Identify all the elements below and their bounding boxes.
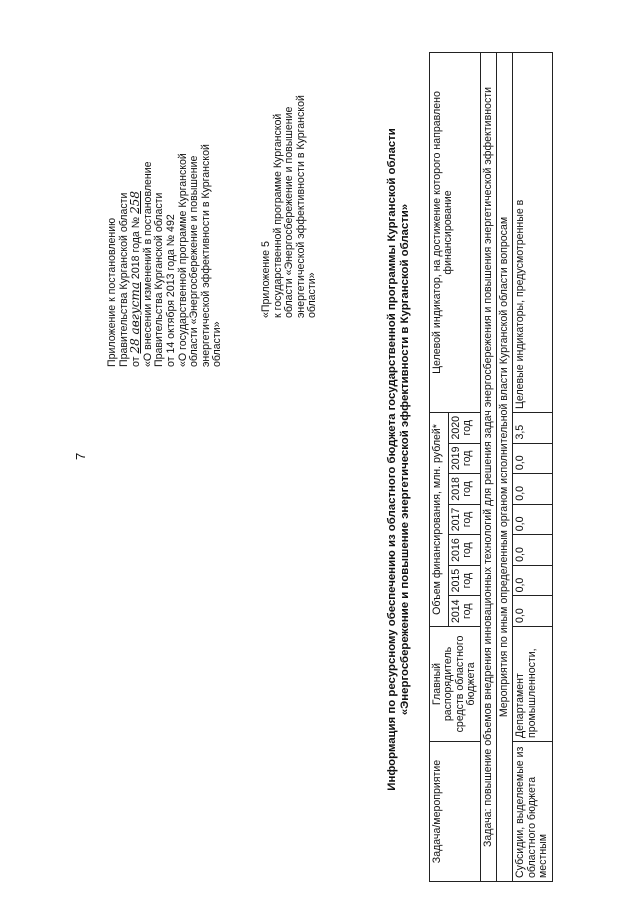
header-year: 2017 год bbox=[448, 504, 480, 535]
header-funding: Объем финансирования, млн. рублей* bbox=[430, 412, 449, 626]
row-value: 0,0 bbox=[513, 565, 552, 596]
page-number: 7 bbox=[73, 452, 88, 460]
title-line-1: Информация по ресурсному обеспечению из областного бюджета государственной программы Курганской области bbox=[386, 128, 398, 791]
handwritten-date: 28 августа bbox=[128, 282, 143, 354]
appendix5-block bbox=[260, 95, 319, 318]
appendix-date-line bbox=[130, 167, 143, 367]
appendix5-line: области «Энергосбережение и повышение bbox=[283, 106, 296, 318]
task-row: Задача: повышение объемов внедрения инновационных технологий для решения задач энергосбережения и повышения энергетической эффективности bbox=[480, 53, 496, 882]
header-year: 2019 год bbox=[448, 443, 480, 474]
appendix-line: «О государственной программе Курганской bbox=[176, 153, 189, 367]
header-distributor: Главный распорядитель средств областного бюджета bbox=[430, 627, 481, 742]
header-task: Задача/мероприятие bbox=[430, 742, 481, 882]
date-mid: 2018 года № bbox=[130, 216, 143, 280]
appendix-line: области» bbox=[211, 321, 224, 367]
appendix-line: энергетической эффективности в Курганской bbox=[199, 144, 212, 367]
row-indicator: Целевые индикаторы, предусмотренные в bbox=[513, 53, 552, 413]
header-year: 2016 год bbox=[448, 535, 480, 566]
appendix-line: Правительства Курганской области bbox=[117, 192, 130, 367]
document-title bbox=[386, 42, 411, 877]
appendix5-line: к государственной программе Курганской bbox=[271, 113, 284, 318]
row-value: 0,0 bbox=[513, 504, 552, 535]
section-row: Мероприятия по иным определенным органом исполнительной власти Курганской области вопросам bbox=[497, 53, 513, 882]
table-row bbox=[513, 53, 552, 882]
row-value: 0,0 bbox=[513, 443, 552, 474]
appendix-line: области «Энергосбережение и повышение bbox=[188, 155, 201, 367]
title-line-2: «Энергосбережение и повышение энергетической эффективности в Курганской области» bbox=[398, 203, 411, 716]
handwritten-number: 258 bbox=[128, 191, 143, 214]
appendix5-line: энергетической эффективности в Курганской bbox=[294, 95, 307, 318]
appendix-line: Правительства Курганской области bbox=[153, 192, 166, 367]
appendix-line: «О внесении изменений в постановление bbox=[141, 161, 154, 367]
header-year: 2015 год bbox=[448, 565, 480, 596]
header-year: 2014 год bbox=[448, 596, 480, 627]
header-year: 2020 год bbox=[448, 412, 480, 443]
row-task: Субсидии, выделяемые из областного бюджета местным bbox=[513, 742, 552, 882]
header-year: 2018 год bbox=[448, 474, 480, 505]
row-distributor: Департамент промышленности, bbox=[513, 627, 552, 742]
appendix-header-block bbox=[106, 144, 224, 367]
appendix-line: Приложение к постановлению bbox=[106, 217, 118, 367]
header-indicator: Целевой индикатор, на достижение которого направлено финансирование bbox=[430, 53, 481, 413]
appendix5-line: области» bbox=[306, 272, 319, 318]
appendix-line: от 14 октября 2013 года № 492 bbox=[164, 214, 177, 367]
row-value: 3,5 bbox=[513, 412, 552, 443]
appendix5-line: «Приложение 5 bbox=[260, 241, 272, 318]
row-value: 0,0 bbox=[513, 474, 552, 505]
row-value: 0,0 bbox=[513, 535, 552, 566]
funding-table bbox=[429, 52, 553, 882]
date-prefix: от bbox=[130, 356, 143, 367]
row-value: 0,0 bbox=[513, 596, 552, 627]
